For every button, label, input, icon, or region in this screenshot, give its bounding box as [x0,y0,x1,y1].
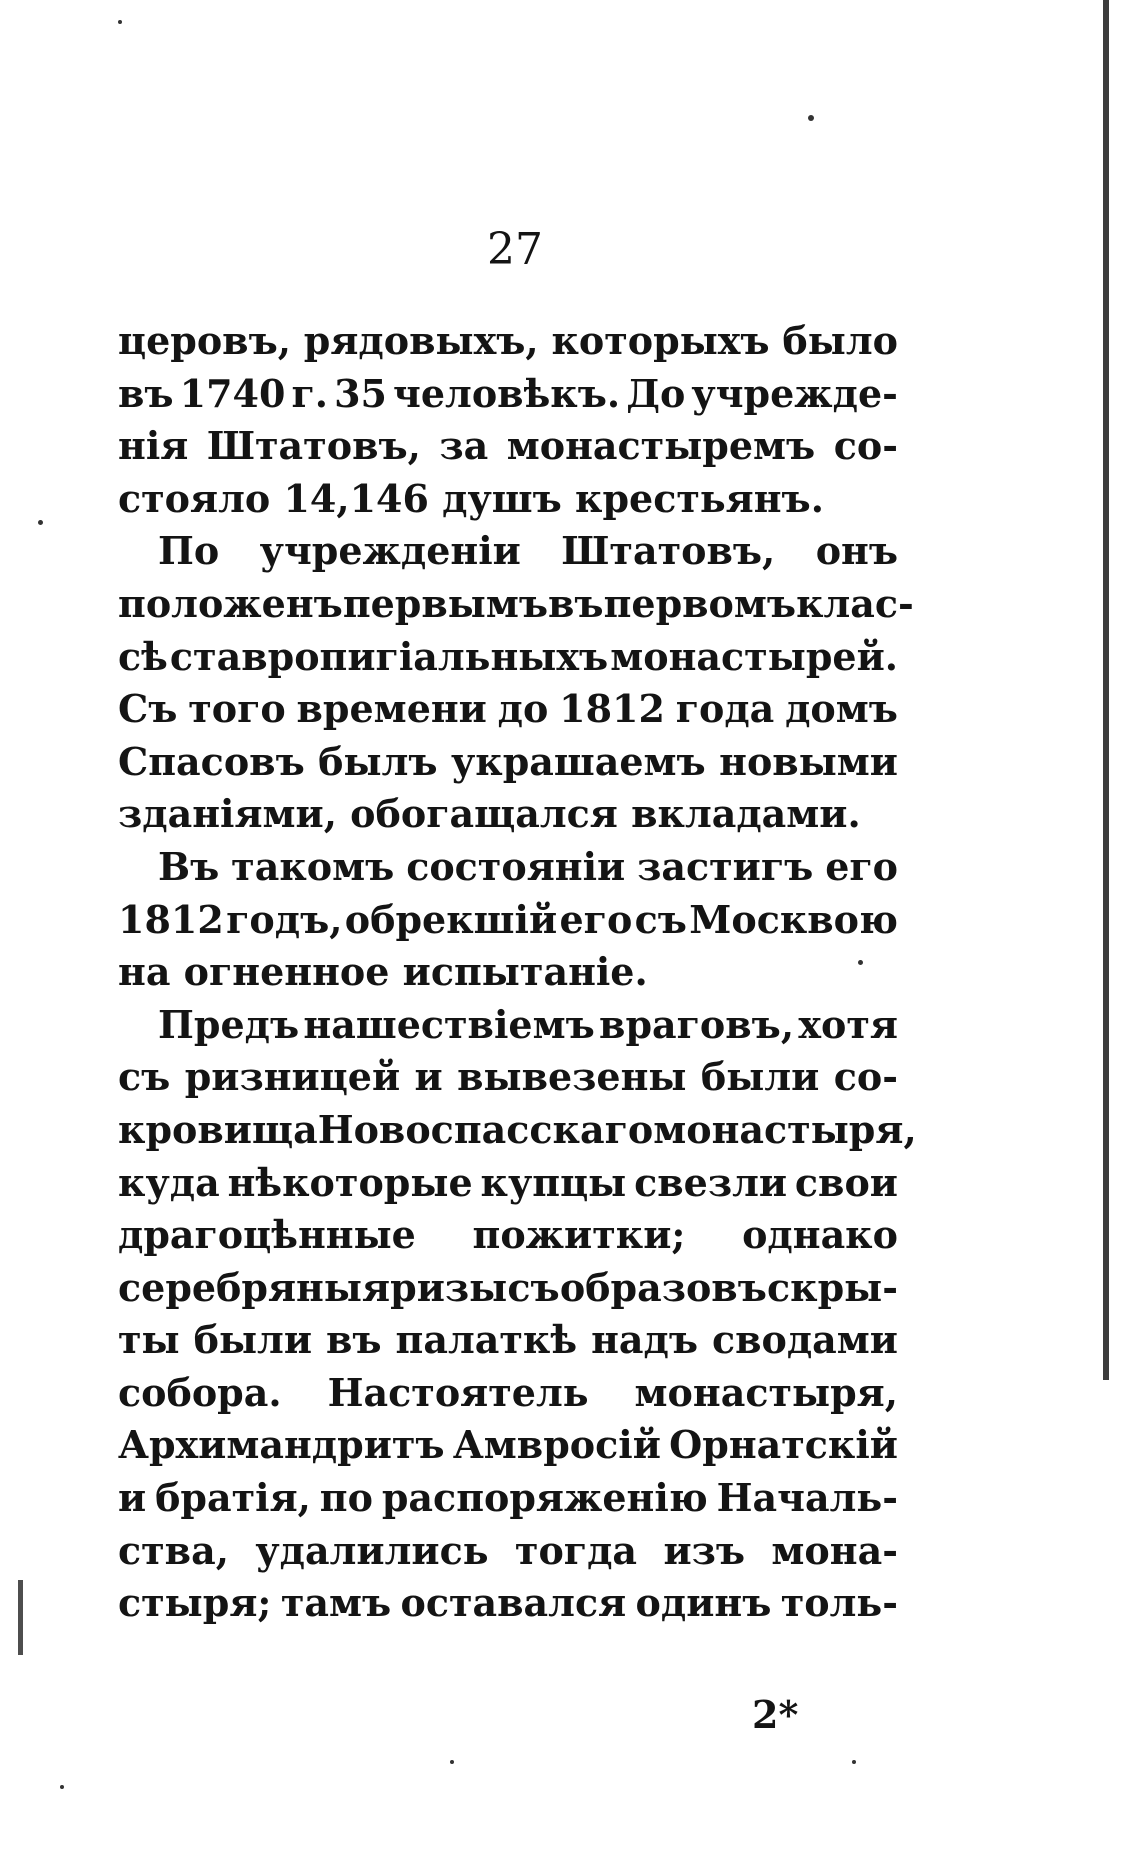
scan-speck [60,1785,64,1789]
text-line: кровища Новоспасскаго монастыря, [118,1106,917,1152]
text-line: Въ такомъ состояніи застигъ его [158,843,898,889]
printer-signature-mark: 2* [752,1692,799,1737]
text-line: ства, удалились тогда изъ мона- [118,1527,898,1573]
text-line: Съ того времени до 1812 года домъ [118,686,898,732]
scan-speck [858,960,863,965]
text-line: зданіями, обогащался вкладами. [118,791,861,837]
text-line: собора. Настоятель монастыря, [118,1369,898,1415]
text-line: съ ризницей и вывезены были со- [118,1054,898,1100]
body-text [118,315,917,1630]
text-line: стыря; тамъ оставался одинъ толь- [118,1580,898,1626]
text-line: Предъ нашествіемъ враговъ, хотя [158,1001,898,1047]
text-line: сѣ ставропигіальныхъ монастырей. [118,633,898,679]
text-line: куда нѣкоторые купцы свезли свои [118,1159,898,1205]
text-line: нія Штатовъ, за монастыремъ со- [118,423,898,469]
text-line: По учрежденіи Штатовъ, онъ [158,528,898,574]
text-line: въ 1740 г. 35 человѣкъ. До учрежде- [118,370,898,416]
scan-speck [852,1760,856,1764]
text-line: стояло 14,146 душъ крестьянъ. [118,475,824,521]
scan-speck [38,520,43,525]
text-line: церовъ, рядовыхъ, которыхъ было [118,318,898,363]
text-line: положенъ первымъ въ первомъ клас- [118,580,914,626]
text-line: драгоцѣнные пожитки; однако [118,1212,898,1258]
text-line: 1812 годъ, обрекшій его съ Москвою [118,896,898,942]
scan-speck [450,1760,454,1764]
text-line: Архимандритъ Амвросій Орнатскій [118,1422,898,1468]
scan-speck [118,20,122,24]
page-number: 27 [487,224,543,275]
page-edge-border [1103,0,1109,1380]
text-line: и братія, по распоряженію Началь- [118,1475,898,1521]
text-line: на огненное испытаніе. [118,949,648,995]
text-line: серебряныя ризы съ образовъ скры- [118,1264,898,1310]
binding-mark [18,1580,23,1655]
text-line: Спасовъ былъ украшаемъ новыми [118,738,898,784]
text-line: ты были въ палаткѣ надъ сводами [118,1317,898,1363]
scan-speck [808,115,814,121]
